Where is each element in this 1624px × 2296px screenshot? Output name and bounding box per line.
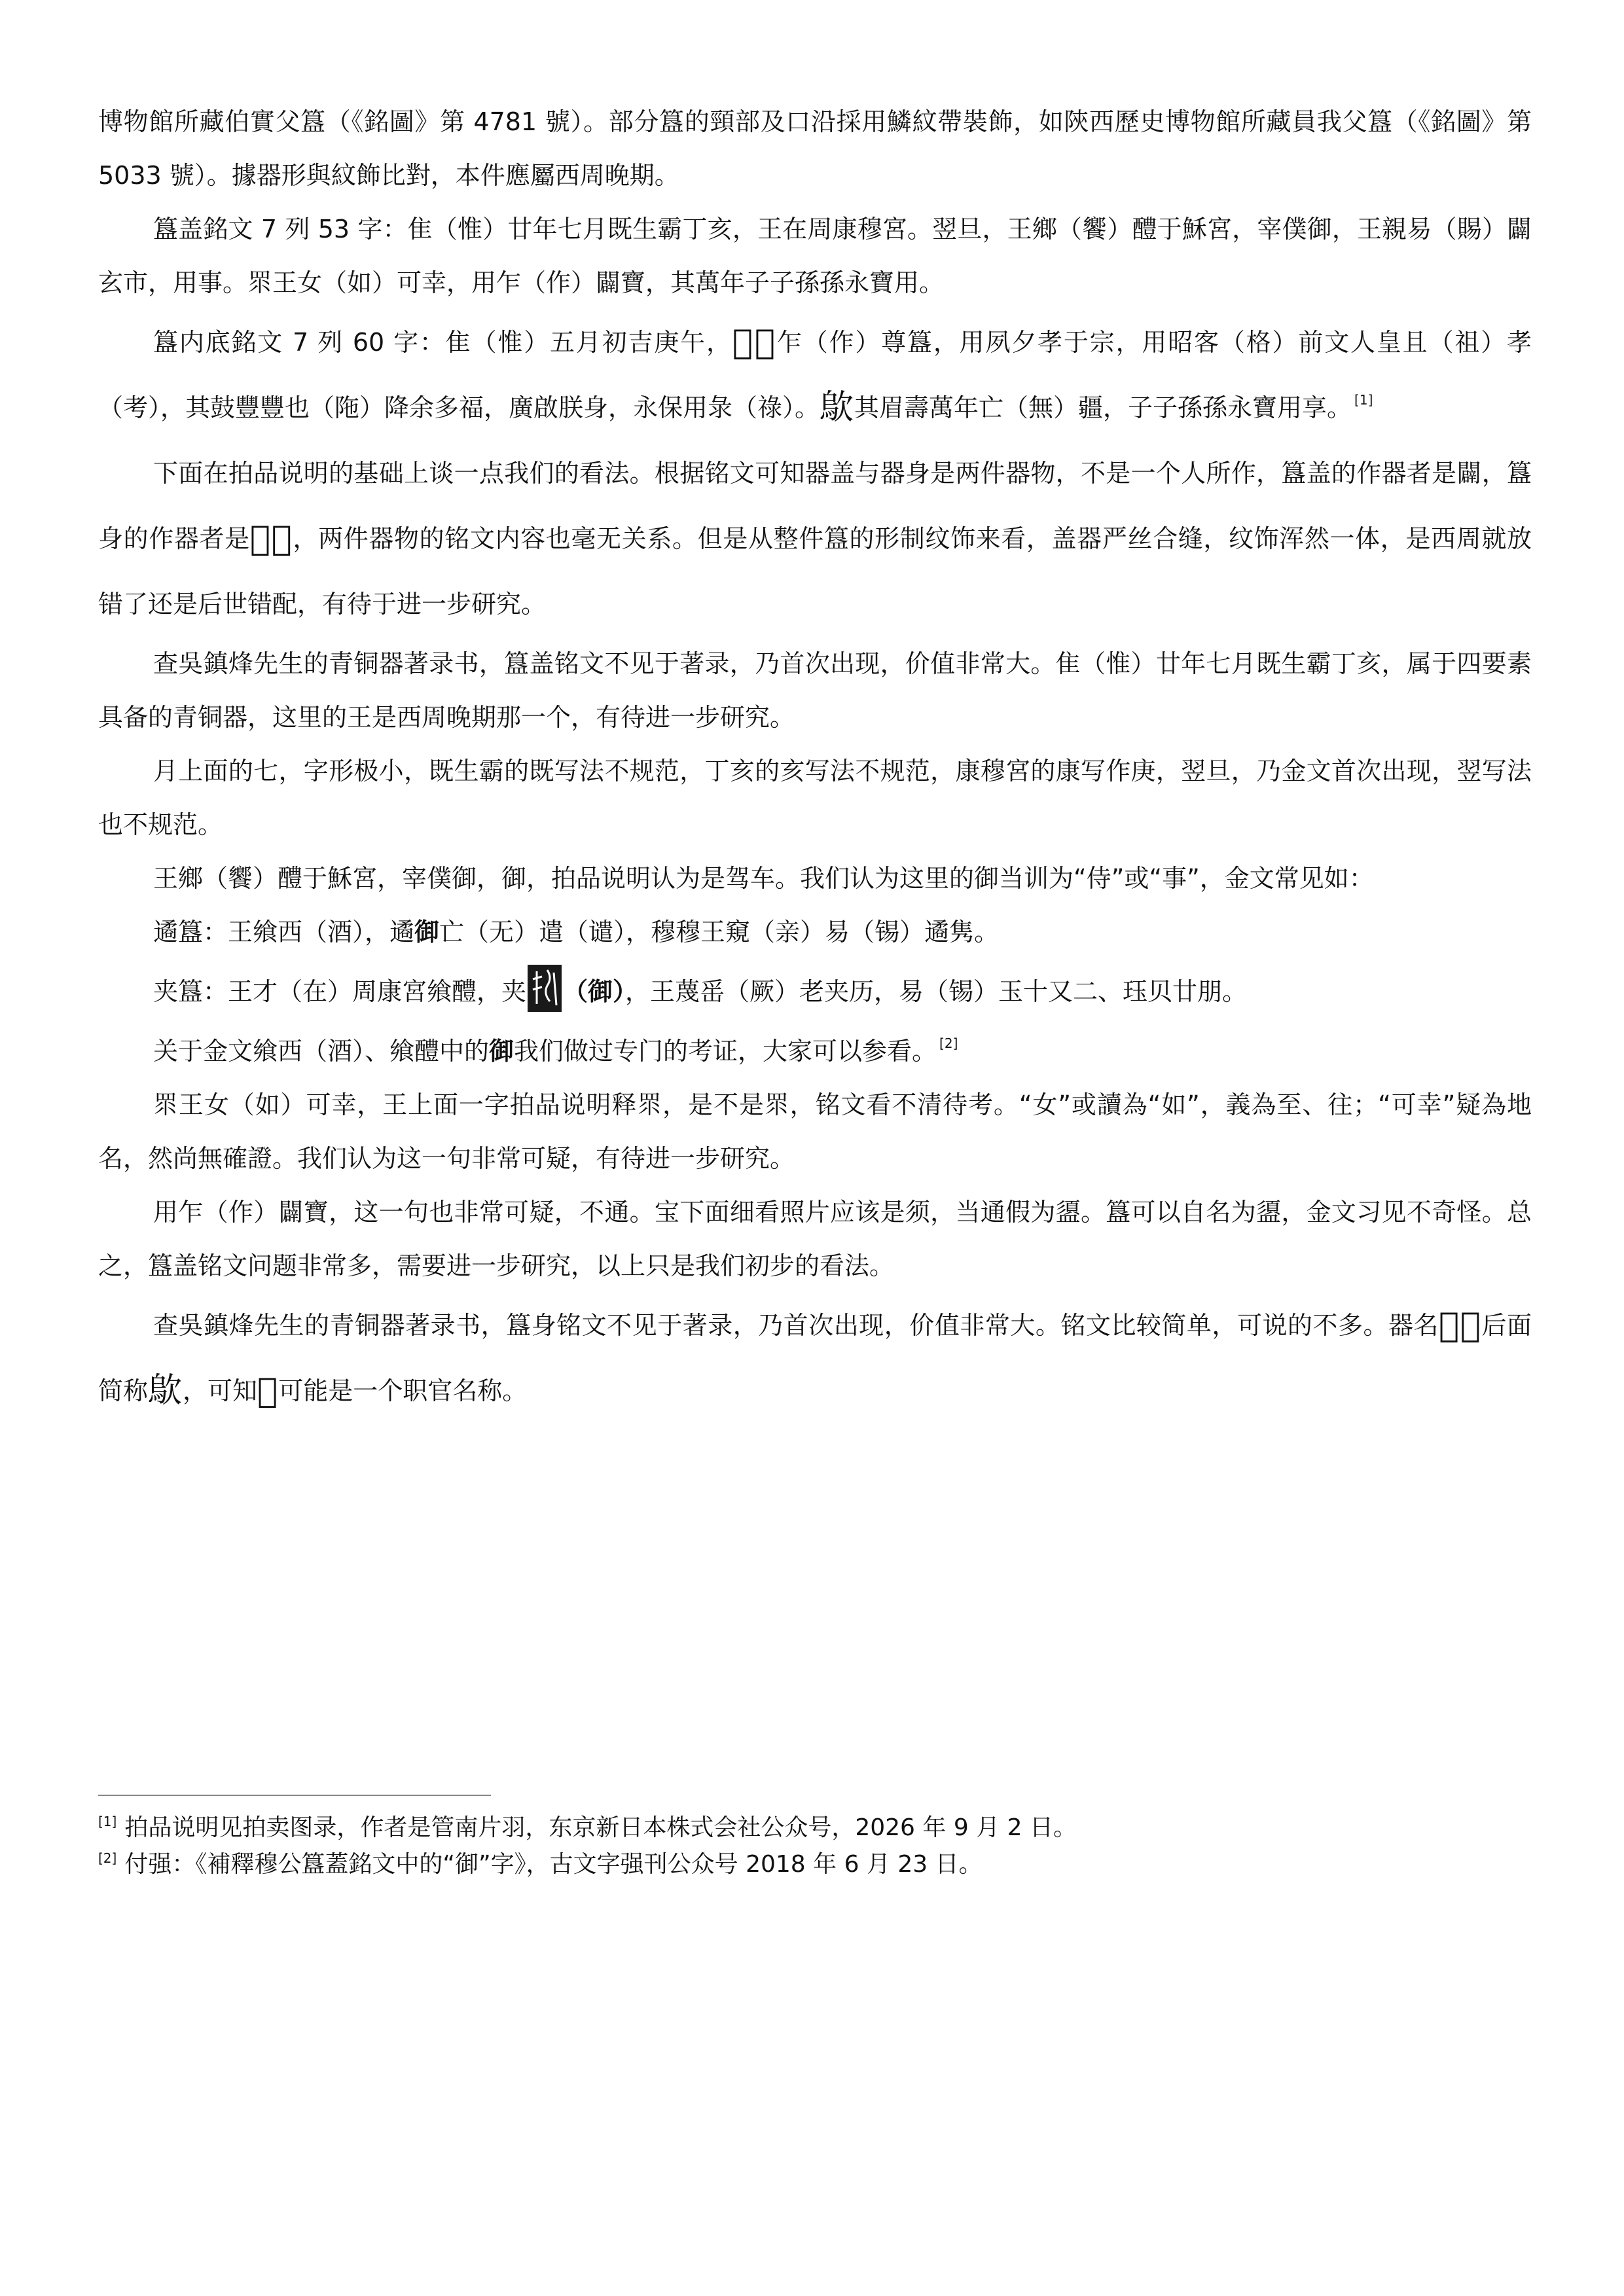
paragraph-text: 王鄉（饗）醴于穌宮，宰僕御，御，拍品说明认为是驾车。我们认为这里的御当训为“侍”或“事”，金文常见如： xyxy=(153,864,1374,893)
paragraph-8 xyxy=(98,905,1532,959)
paragraph-3 xyxy=(98,310,1532,440)
paragraph-11 xyxy=(98,1078,1532,1185)
paragraph-1 xyxy=(98,95,1532,202)
archaic-glyph: 𢑚歍 xyxy=(249,519,293,558)
paragraph-text: 夹簋：王才（在）周康宮飨醴，夹 xyxy=(153,977,527,1006)
footnote-divider xyxy=(98,1795,491,1796)
footnote-ref-1[interactable]: [1] xyxy=(1354,392,1373,408)
paragraph-text: 遹簋：王飨西（酒），遹 xyxy=(153,918,415,946)
emphasis-text: （御） xyxy=(563,977,626,1006)
inscription-rubbing-image xyxy=(528,965,562,1012)
footnote-text: 拍品说明见拍卖图录，作者是管南片羽，东京新日本株式会社公众号，2026 年 9 月 2 日。 xyxy=(124,1814,1077,1841)
paragraph-7 xyxy=(98,852,1532,905)
paragraph-9 xyxy=(98,959,1532,1024)
footnote-2 xyxy=(98,1846,1532,1883)
archaic-glyph: 歍 xyxy=(148,1371,183,1410)
paragraph-text: 下面在拍品说明的基础上谈一点我们的看法。根据铭文可知器盖与器身是两件器物，不是一个人所作，簋盖的作器者是闢，簋身的作器者是 xyxy=(98,459,1532,553)
paragraph-5 xyxy=(98,637,1532,744)
paragraph-text: 簋盖銘文 7 列 53 字：隹（惟）廿年七月既生霸丁亥，王在周康穆宮。翌旦，王鄉（饗）醴于穌宮，宰僕御，王親易（賜）闢玄市，用事。眔王女（如）可幸，用乍（作）闢寶，其萬年子子孫孫永寶用。 xyxy=(98,215,1532,297)
paragraph-text: ，王蔑䍃（厥）老夹历，易（锡）玉十又二、珏贝廿朋。 xyxy=(625,977,1248,1006)
archaic-glyph: 𢑚 xyxy=(257,1371,279,1410)
paragraph-text: 簋内底銘文 7 列 60 字：隹（惟）五月初吉庚午， xyxy=(153,328,732,357)
paragraph-text: 后面简称 xyxy=(98,1311,1532,1405)
paragraph-text: ，两件器物的铭文内容也毫无关系。但是从整件簋的形制纹饰来看，盖器严丝合缝，纹饰浑然一体，是西周就放错了还是后世错配，有待于进一步研究。 xyxy=(98,524,1532,619)
footnote-ref-2[interactable]: [2] xyxy=(939,1035,958,1051)
footnote-text: 付强：《補釋穆公簋蓋銘文中的“御”字》，古文字强刊公众号 2018 年 6 月 23 日。 xyxy=(124,1851,983,1878)
emphasis-text: 御 xyxy=(489,1037,514,1066)
paragraph-text: 用乍（作）闢寶，这一句也非常可疑，不通。宝下面细看照片应该是须，当通假为盨。簋可以自名为盨，金文习见不奇怪。总之，簋盖铭文问题非常多，需要进一步研究，以上只是我们初步的看法。 xyxy=(98,1198,1532,1280)
paragraph-10 xyxy=(98,1024,1532,1078)
paragraph-4 xyxy=(98,440,1532,637)
archaic-glyph: 𢑚歍 xyxy=(1439,1306,1482,1345)
paragraph-text: 查吳鎮烽先生的青铜器著录书，簋身铭文不见于著录，乃首次出现，价值非常大。铭文比较简单，可说的不多。器名 xyxy=(153,1311,1439,1340)
paragraph-12 xyxy=(98,1185,1532,1293)
paragraph-text: 博物館所藏伯實父簋（《銘圖》第 4781 號）。部分簋的頸部及口沿採用鱗紋帶裝飾，如陝西歷史博物館所藏員我父簋（《銘圖》第 5033 號）。據器形與紋飾比對，本件應屬西周晚期。 xyxy=(98,107,1532,190)
footnote-mark: [2] xyxy=(98,1850,117,1866)
paragraph-text: 眔王女（如）可幸，王上面一字拍品说明释眔，是不是眔，铭文看不清待考。“女”或讀為“如”，義為至、往；“可幸”疑為地名，然尚無確證。我们认为这一句非常可疑，有待进一步研究。 xyxy=(98,1090,1532,1173)
paragraph-text: 查吳鎮烽先生的青铜器著录书，簋盖铭文不见于著录，乃首次出现，价值非常大。隹（惟）廿年七月既生霸丁亥，属于四要素具备的青铜器，这里的王是西周晚期那一个，有待进一步研究。 xyxy=(98,649,1532,732)
paragraph-2 xyxy=(98,202,1532,310)
footnote-1 xyxy=(98,1810,1532,1846)
paragraph-text: 我们做过专门的考证，大家可以参看。 xyxy=(514,1037,937,1066)
paragraph-text: ，可知 xyxy=(183,1376,258,1405)
archaic-glyph: 𢑚歍 xyxy=(732,323,777,362)
paragraph-13 xyxy=(98,1293,1532,1424)
emphasis-text: 御 xyxy=(414,918,440,946)
document-body xyxy=(98,95,1532,1424)
paragraph-text: 其眉壽萬年亡（無）疆，子子孫孫永寶用享。 xyxy=(854,393,1352,422)
paragraph-text: 乍（作）尊簋，用夙夕孝于宗，用昭客（格）前文人皇且（祖）孝（考），其鼓豐豐也（陁）降余多福，廣啟朕身，永保用彔（祿）。 xyxy=(98,328,1532,422)
paragraph-6 xyxy=(98,744,1532,852)
paragraph-text: 关于金文飨西（酒）、飨醴中的 xyxy=(153,1037,490,1066)
paragraph-text: 亡（无）遣（谴），穆穆王窺（亲）易（锡）遹隽。 xyxy=(439,918,1000,946)
rubbing-glyph-icon xyxy=(528,965,562,1012)
footnote-mark: [1] xyxy=(98,1814,117,1829)
paragraph-text: 可能是一个职官名称。 xyxy=(278,1376,528,1405)
paragraph-text: 月上面的七，字形极小，既生霸的既写法不规范，丁亥的亥写法不规范，康穆宮的康写作庚，翌旦，乃金文首次出现，翌写法也不规范。 xyxy=(98,757,1532,839)
archaic-glyph: 歍 xyxy=(820,388,855,427)
footnotes xyxy=(98,1810,1532,1883)
